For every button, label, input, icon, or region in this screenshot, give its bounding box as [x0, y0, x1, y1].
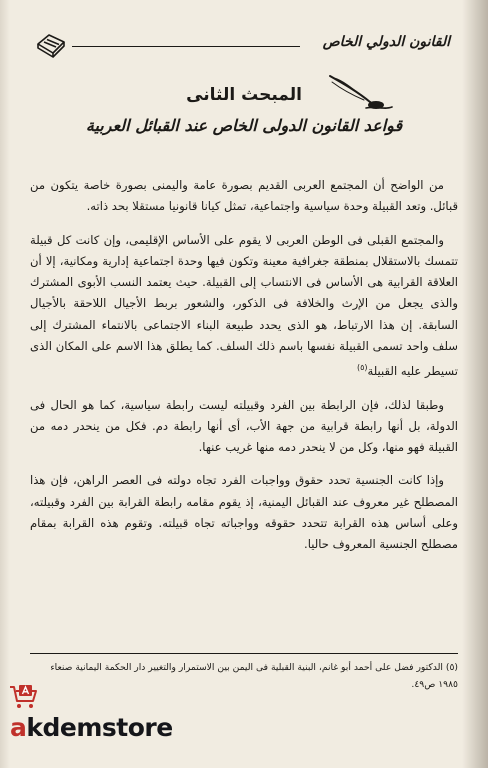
page-left-edge — [0, 0, 10, 768]
watermark-brand: kdemstore — [26, 713, 173, 742]
running-header — [34, 30, 450, 60]
footnote-reference: (٥) — [356, 363, 368, 373]
book-spine-shadow — [462, 0, 488, 768]
paragraph-4 — [30, 470, 458, 555]
body-text — [30, 175, 458, 566]
section-title: المبحث الثانى — [186, 85, 302, 105]
akdemstore-watermark — [6, 683, 173, 751]
paragraph-2 — [30, 230, 458, 383]
running-header-title: القانون الدولي الخاص — [322, 34, 450, 50]
watermark-text — [10, 713, 173, 742]
header-rule — [72, 46, 300, 47]
footnote: (٥) الدكتور فضل على أحمد أبو غانم، البنية القبلية فى اليمن بين الاستمرار والتغيير دار الحكمة اليمانية صنعاء ١٩٨٥ ص٤٩. — [50, 662, 458, 690]
footnote-rule — [30, 653, 458, 654]
shopping-cart-icon — [8, 683, 40, 713]
chapter-heading — [40, 84, 448, 140]
paragraph-3-text: وطبقا لذلك، فإن الرابطة بين الفرد وقبيلته ليست رابطة سياسية، كما هو الحال فى الدولة، بل أنها رابطة قرابية من جهة الأب، أى أنها رابطة دم. فكل من ينحدر دمه من القبيلة فهو منها، وكل من لا ينحدر دمه منها غريب عنها. — [30, 397, 458, 455]
paragraph-4-text: وإذا كانت الجنسية تحدد حقوق وواجبات الفرد تجاه دولته فى العصر الراهن، فإن هذا المصطلح غير معروف عند القبائل اليمنية، إذ يقوم مقامه رابطة القرابة بين الفرد وقبيلته، وعلى أساس هذه القرابة تتحدد حقوقه وواجباته تجاه قبيلته. وتقوم هذه القرابة بمقام مصطلح الجنسية المعروف حاليا. — [30, 473, 458, 552]
watermark-letter-a: a — [10, 713, 27, 742]
paragraph-2-text: والمجتمع القبلى فى الوطن العربى لا يقوم على الأساس الإقليمى، وإن كانت كل قبيلة تتمسك بالاستقلال بمنطقة جغرافية معينة وتكون فيها وحدة اجتماعية إدارية ومكانية، إلا أن العلاقة القرابية هى الأساس فى الانتساب إلى القبيلة. حيث يعتمد النسب الأبوى المشترك والذى يجعل من الإرث والخلافة فى الذكور، والشعور بربط الأجيال اللاحقة بالأجيال السابقة. إن هذا الارتباط، هو الذى يحدد طبيعة البناء الاجتماعى بالانتماء المشترك إلى سلف واحد تسمى القبيلة نفسها باسم ذلك السلف. كما يطلق هذا الاسم على المكان الذى تسيطر عليه القبيلة — [30, 232, 458, 379]
paragraph-3 — [30, 395, 458, 459]
open-book-icon — [34, 30, 68, 60]
section-subtitle: قواعد القانون الدولى الخاص عند القبائل العربية — [85, 116, 403, 135]
paragraph-1-text: من الواضح أن المجتمع العربى القديم بصورة عامة واليمنى بصورة خاصة يتكون من قبائل. وتعد القبيلة وحدة سياسية واجتماعية، تمثل كيانا قانونيا مستقلا بحد ذاته. — [30, 178, 458, 214]
paragraph-1 — [30, 175, 458, 218]
